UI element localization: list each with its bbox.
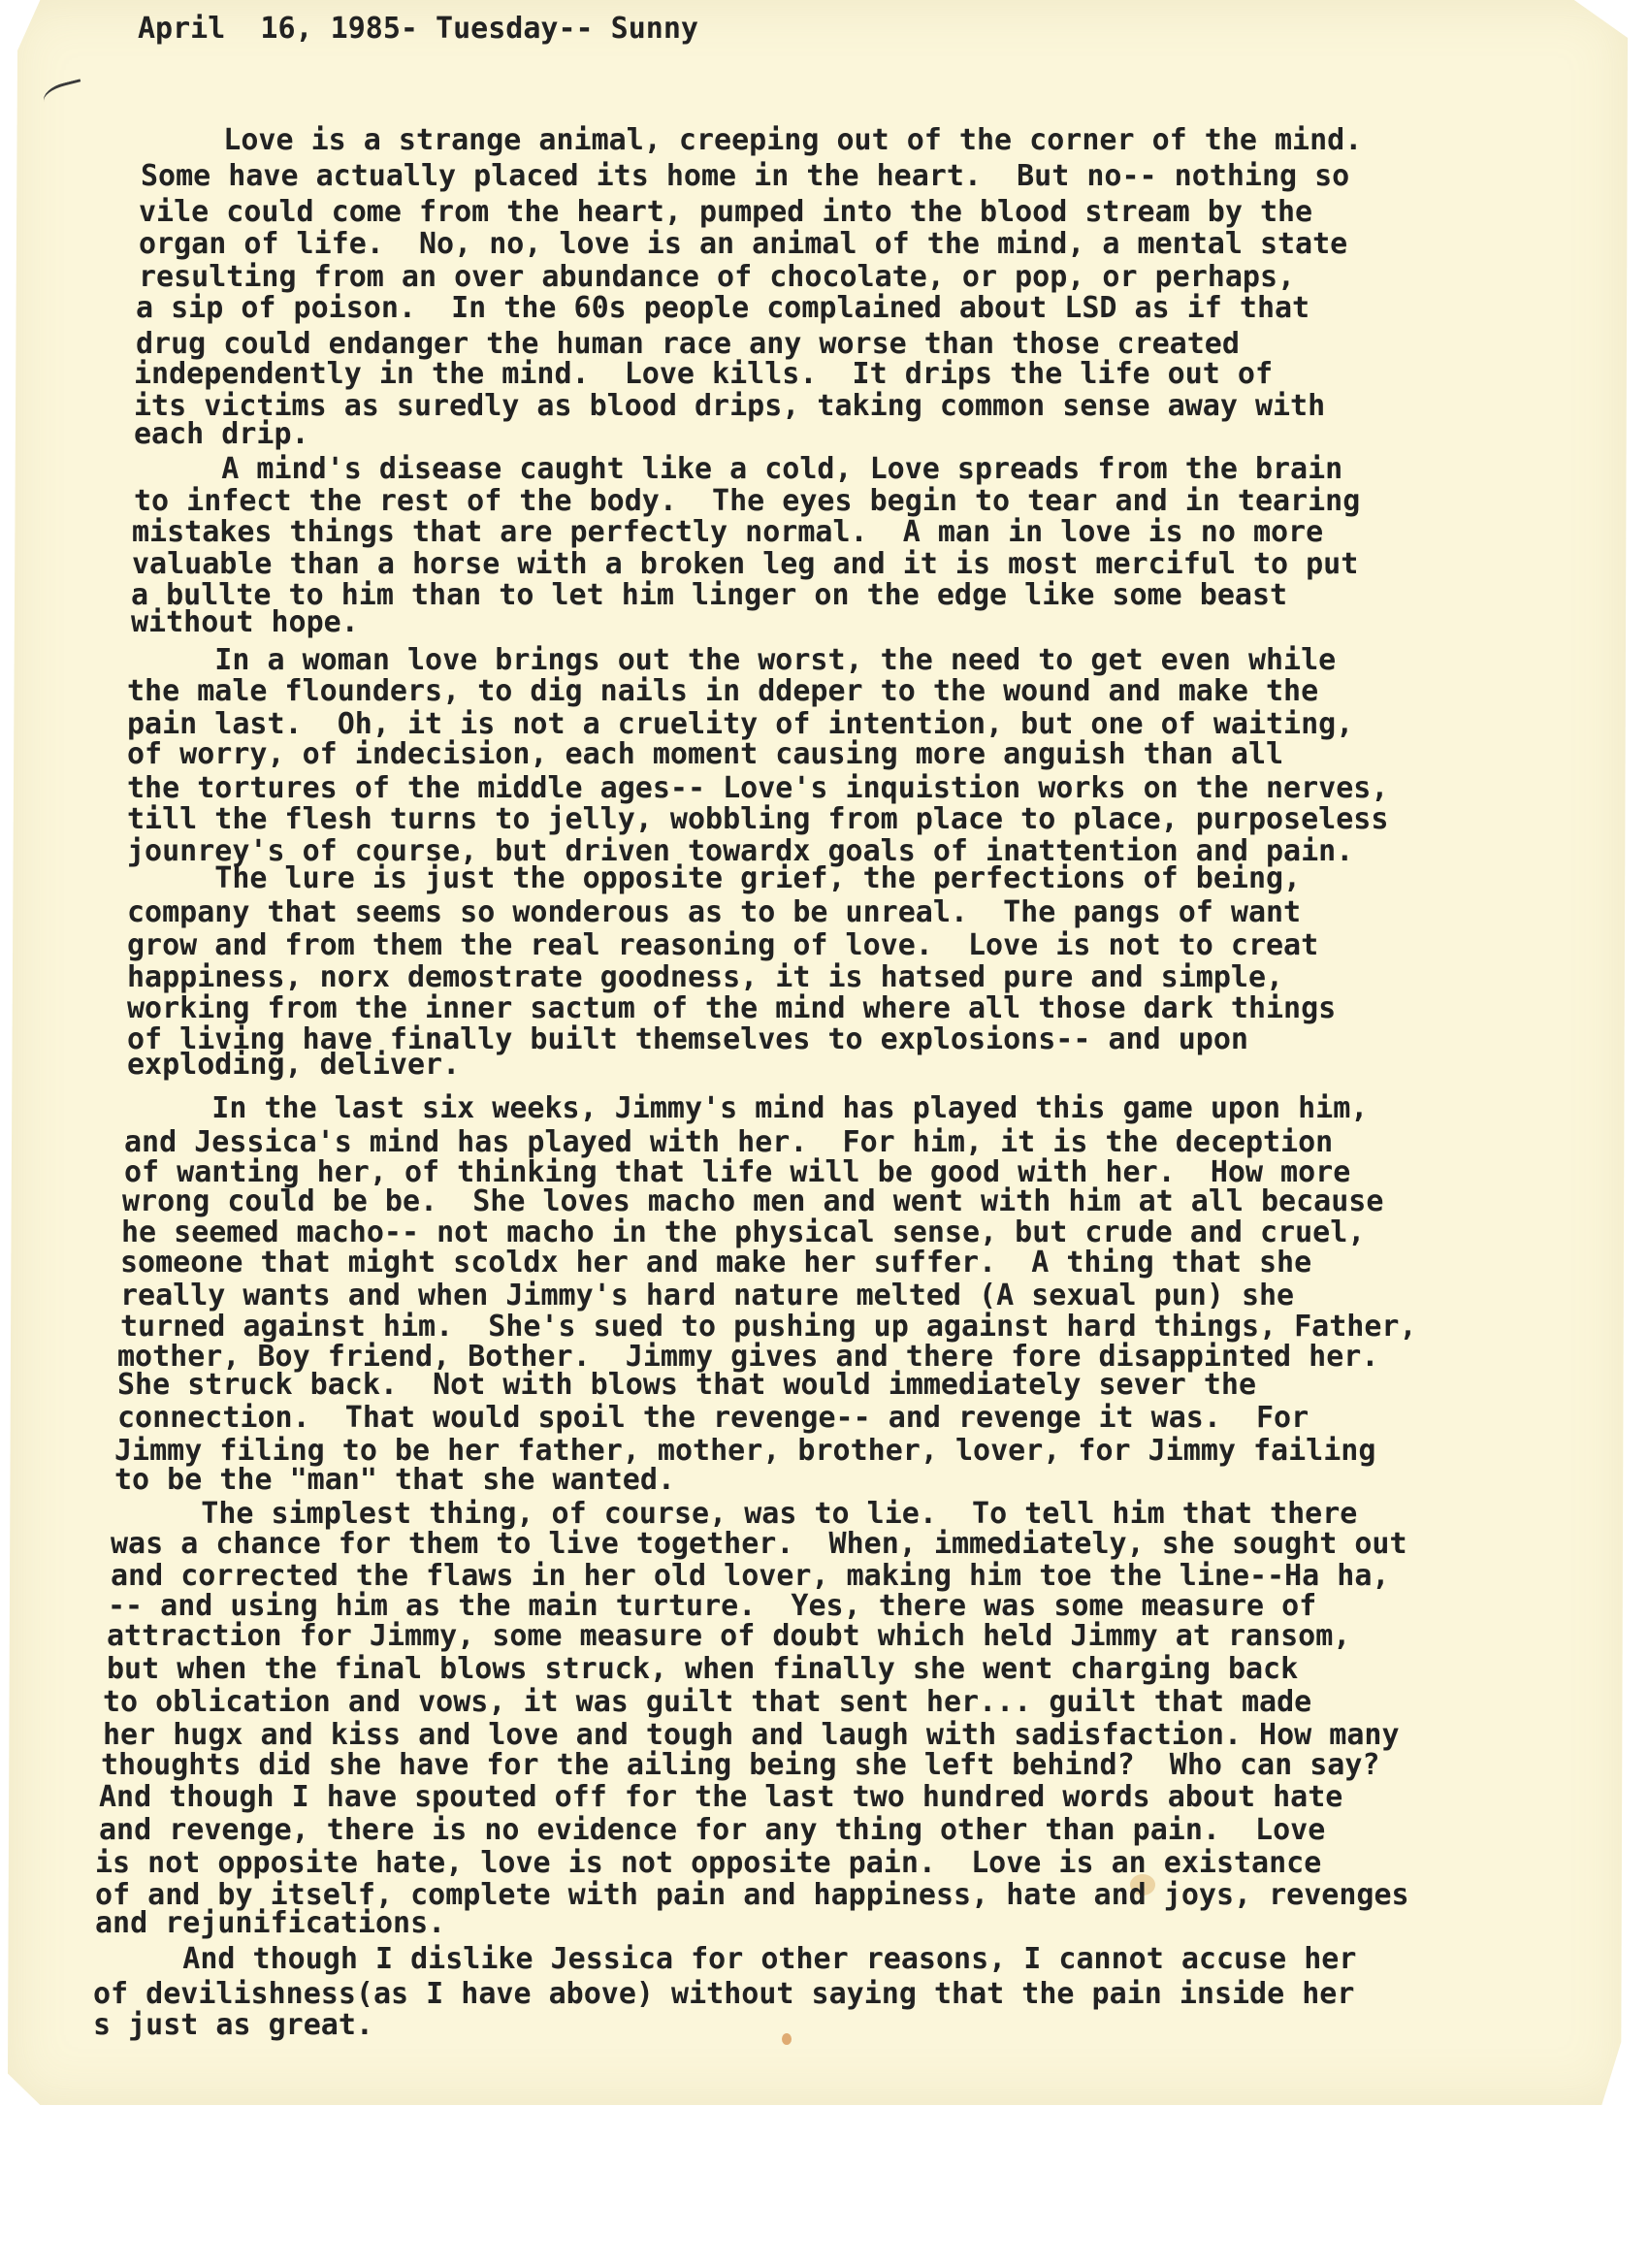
text-line: thoughts did she have for the ailing being she left behind? Who can say? [101, 1748, 1380, 1783]
text-line: In a woman love brings out the worst, the need to get even while [127, 642, 1337, 677]
text-line: Some have actually placed its home in the heart. But no-- nothing so [141, 159, 1350, 194]
diary-date-header: April 16, 1985- Tuesday-- Sunny [138, 12, 698, 46]
text-line: exploding, deliver. [127, 1048, 461, 1083]
text-line: its victims as suredly as blood drips, taking common sense away with [134, 388, 1326, 423]
paper-stain [782, 2033, 792, 2045]
text-line: attraction for Jimmy, some measure of doubt which held Jimmy at ransom, [107, 1619, 1351, 1654]
text-line: is not opposite hate, love is not opposite pain. Love is an existance [95, 1846, 1322, 1881]
text-line: drug could endanger the human race any worse than those created [136, 327, 1240, 362]
text-line: her hugx and kiss and love and tough and laugh with sadisfaction. How many [103, 1718, 1400, 1753]
text-line: She struck back. Not with blows that would immediately sever the [117, 1368, 1256, 1403]
text-line: organ of life. No, no, love is an animal of the mind, a mental state [139, 226, 1348, 261]
text-line: A mind's disease caught like a cold, Love spreads from the brain [134, 451, 1343, 486]
text-line: And though I have spouted off for the last two hundred words about hate [99, 1779, 1343, 1814]
text-line: The simplest thing, of course, was to lie. To tell him that there [113, 1497, 1358, 1532]
text-line: and rejunifications. [95, 1906, 446, 1941]
text-line: s just as great. [93, 2008, 373, 2043]
text-line: company that seems so wonderous as to be unreal. The pangs of want [127, 895, 1302, 930]
text-line: of living have finally built themselves to explosions-- and upon [127, 1021, 1248, 1056]
text-line: Jimmy filing to be her father, mother, brother, lover, for Jimmy failing [114, 1434, 1376, 1469]
text-line: and Jessica's mind has played with her. For him, it is the deception [124, 1125, 1334, 1160]
text-line: a sip of poison. In the 60s people complained about LSD as if that [136, 291, 1310, 326]
text-line: independently in the mind. Love kills. It drips the life out of [134, 357, 1273, 392]
text-line: of devilishness(as I have above) without saying that the pain inside her [93, 1976, 1355, 2011]
text-line: to oblication and vows, it was guilt that sent her... guilt that made [103, 1685, 1312, 1720]
text-line: and revenge, there is no evidence for any thing other than pain. Love [99, 1813, 1326, 1847]
text-line: working from the inner sactum of the mind where all those dark things [127, 991, 1337, 1026]
text-line: -- and using him as the main turture. Yes, there was some measure of [108, 1589, 1317, 1624]
text-line: was a chance for them to live together. When, immediately, she sought out [111, 1527, 1407, 1562]
text-line: without hope. [131, 605, 359, 640]
text-line: valuable than a horse with a broken leg and it is most merciful to put [132, 546, 1359, 581]
text-line: Love is a strange animal, creeping out of the corner of the mind. [136, 123, 1363, 158]
text-line: connection. That would spoil the revenge-- and revenge it was. For [117, 1401, 1310, 1436]
text-line: he seemed macho-- not macho in the physical sense, but crude and cruel, [121, 1215, 1366, 1250]
text-line: to infect the rest of the body. The eyes begin to tear and in tearing [134, 483, 1361, 518]
text-line: each drip. [134, 417, 309, 452]
text-line: mistakes things that are perfectly normal. A man in love is no more [132, 515, 1324, 550]
text-line: of worry, of indecision, each moment causing more anguish than all [127, 737, 1284, 772]
text-line: of and by itself, complete with pain and happiness, hate and joys, revenges [95, 1877, 1409, 1912]
text-line: the male flounders, to dig nails in ddeper to the wound and make the [127, 674, 1319, 709]
text-line: of wanting her, of thinking that life will be good with her. How more [124, 1155, 1351, 1190]
text-line: someone that might scoldx her and make her suffer. A thing that she [120, 1246, 1312, 1280]
text-line: And though I dislike Jessica for other reasons, I cannot accuse her [95, 1942, 1357, 1977]
text-line: to be the "man" that she wanted. [114, 1462, 675, 1497]
text-line: pain last. Oh, it is not a cruelity of intention, but one of waiting, [127, 707, 1354, 742]
text-line: but when the final blows struck, when finally she went charging back [107, 1652, 1299, 1687]
text-line: grow and from them the real reasoning of love. Love is not to creat [127, 928, 1319, 963]
text-line: turned against him. She's sued to pushing up against hard things, Father, [120, 1309, 1417, 1344]
text-line: vile could come from the heart, pumped into the blood stream by the [139, 195, 1313, 230]
text-line: In the last six weeks, Jimmy's mind has played this game upon him, [124, 1090, 1369, 1125]
text-line: The lure is just the opposite grief, the perfections of being, [127, 860, 1302, 895]
text-line: mother, Boy friend, Bother. Jimmy gives and there fore disappinted her. [117, 1339, 1379, 1374]
text-line: the tortures of the middle ages-- Love's inquistion works on the nerves, [127, 770, 1389, 805]
text-line: till the flesh turns to jelly, wobbling from place to place, purposeless [127, 802, 1389, 837]
text-line: resulting from an over abundance of chocolate, or pop, or perhaps, [139, 259, 1296, 294]
text-line: a bullte to him than to let him linger on the edge like some beast [131, 578, 1288, 613]
text-line: and corrected the flaws in her old lover, making him toe the line--Ha ha, [111, 1559, 1390, 1594]
text-line: happiness, norx demostrate goodness, it is hatsed pure and simple, [127, 959, 1284, 994]
text-line: wrong could be be. She loves macho men and went with him at all because [122, 1183, 1384, 1218]
text-line: really wants and when Jimmy's hard nature melted (A sexual pun) she [120, 1279, 1295, 1313]
text-line: jounrey's of course, but driven towardx goals of inattention and pain. [127, 833, 1354, 868]
